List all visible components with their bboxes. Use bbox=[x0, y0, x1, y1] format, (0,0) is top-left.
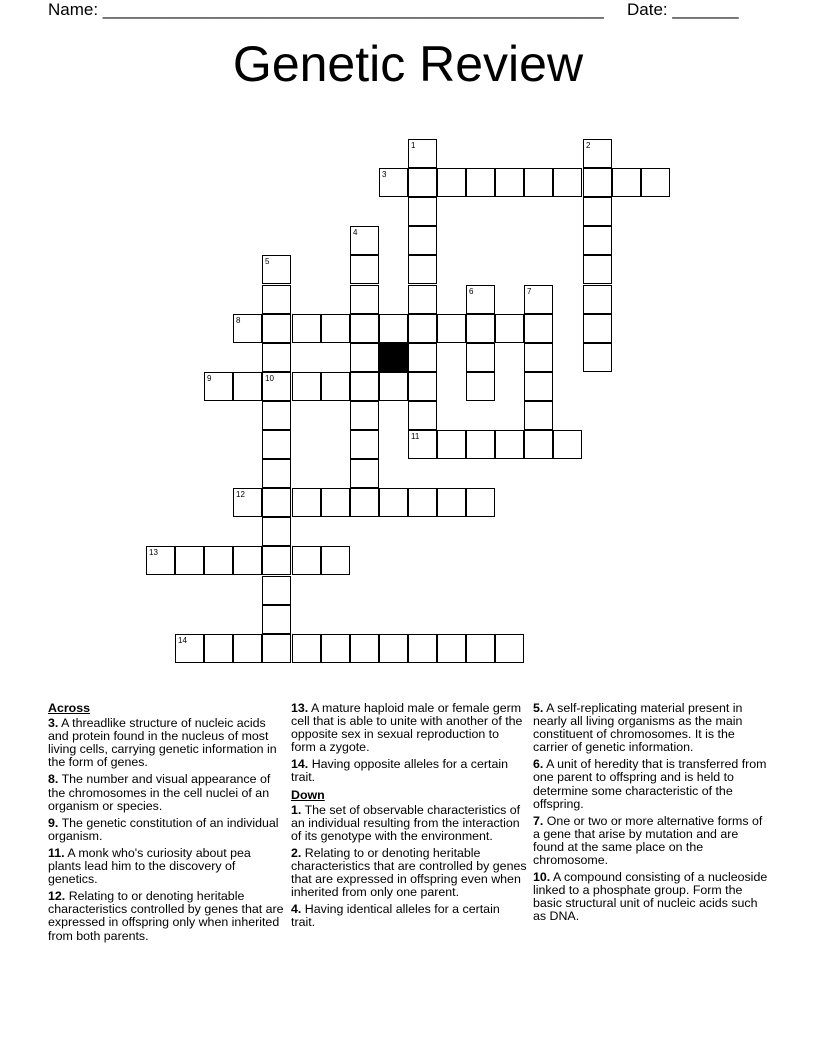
crossword-cell[interactable] bbox=[204, 372, 233, 401]
crossword-cell[interactable] bbox=[408, 255, 437, 284]
across-heading: Across bbox=[48, 701, 91, 715]
crossword-cell[interactable] bbox=[437, 634, 466, 663]
clue-text: A mature haploid male or female germ cell that is able to unite with another of the opposite sex in sexual reproduction to form a zygote. bbox=[291, 701, 523, 755]
crossword-cell[interactable] bbox=[466, 372, 495, 401]
crossword-cell[interactable] bbox=[524, 314, 553, 343]
crossword-cell[interactable] bbox=[292, 488, 321, 517]
crossword-cell[interactable] bbox=[321, 314, 350, 343]
crossword-cell[interactable] bbox=[350, 285, 379, 314]
clue-down-5 bbox=[533, 702, 769, 754]
crossword-cell[interactable] bbox=[321, 546, 350, 575]
down-heading: Down bbox=[291, 787, 325, 802]
crossword-cell[interactable] bbox=[466, 343, 495, 372]
clue-number: 13. bbox=[291, 701, 309, 715]
crossword-cell[interactable] bbox=[292, 372, 321, 401]
crossword-cell[interactable] bbox=[524, 168, 553, 197]
clue-number: 4. bbox=[291, 902, 302, 917]
clue-number: 3. bbox=[48, 716, 59, 731]
clue-text: Having opposite alleles for a certain trait. bbox=[291, 757, 508, 785]
crossword-cell[interactable] bbox=[350, 634, 379, 663]
crossword-cell[interactable] bbox=[408, 197, 437, 226]
crossword-cell[interactable] bbox=[146, 546, 175, 575]
cell-number: 9 bbox=[207, 374, 212, 383]
crossword-cell[interactable] bbox=[437, 168, 466, 197]
crossword-cell[interactable] bbox=[262, 343, 291, 372]
clue-number: 14. bbox=[291, 757, 309, 772]
crossword-cell[interactable] bbox=[583, 168, 612, 197]
crossword-cell[interactable] bbox=[262, 488, 291, 517]
cell-number: 8 bbox=[236, 316, 241, 325]
crossword-cell[interactable] bbox=[437, 488, 466, 517]
clue-text: The set of observable characteristics of an individual resulting from the interaction of its genotype with the environment. bbox=[291, 802, 521, 843]
clue-number: 6. bbox=[533, 757, 544, 772]
clue-text: A compound consisting of a nucleoside linked to a phosphate group. Form the basic structural unit of nucleic acids such as DNA. bbox=[533, 870, 768, 924]
crossword-cell[interactable] bbox=[262, 372, 291, 401]
crossword-cell[interactable] bbox=[466, 168, 495, 197]
crossword-cell[interactable] bbox=[262, 255, 291, 284]
crossword-cell[interactable] bbox=[262, 517, 291, 546]
crossword-cell[interactable] bbox=[204, 546, 233, 575]
crossword-cell[interactable] bbox=[553, 168, 582, 197]
crossword-cell[interactable] bbox=[350, 488, 379, 517]
crossword-cell[interactable] bbox=[379, 168, 408, 197]
crossword-cell[interactable] bbox=[350, 401, 379, 430]
crossword-cell[interactable] bbox=[175, 634, 204, 663]
clue-down-4 bbox=[291, 903, 527, 929]
clue-down-1 bbox=[291, 804, 527, 843]
clue-text: The number and visual appearance of the chromosomes in the cell nuclei of an organism or species. bbox=[48, 772, 271, 813]
crossword-cell[interactable] bbox=[350, 430, 379, 459]
clue-number: 12. bbox=[48, 889, 66, 904]
crossword-cell[interactable] bbox=[524, 285, 553, 314]
crossword-cell[interactable] bbox=[292, 634, 321, 663]
crossword-cell[interactable] bbox=[262, 546, 291, 575]
crossword-cell[interactable] bbox=[262, 605, 291, 634]
crossword-cell[interactable] bbox=[262, 285, 291, 314]
clue-text: A threadlike structure of nucleic acids and protein found in the nucleus of most living cells, carrying genetic information in the form of genes. bbox=[48, 716, 277, 770]
crossword-cell[interactable] bbox=[262, 430, 291, 459]
crossword-cell[interactable] bbox=[466, 488, 495, 517]
crossword-cell[interactable] bbox=[466, 285, 495, 314]
crossword-cell[interactable] bbox=[350, 372, 379, 401]
clue-column-2 bbox=[291, 702, 527, 934]
clue-down-7 bbox=[533, 815, 769, 867]
crossword-cell[interactable] bbox=[204, 634, 233, 663]
crossword-cell[interactable] bbox=[408, 139, 437, 168]
cell-number: 6 bbox=[469, 287, 474, 296]
crossword-cell[interactable] bbox=[262, 314, 291, 343]
crossword-cell[interactable] bbox=[262, 459, 291, 488]
clue-column-3 bbox=[533, 702, 769, 928]
crossword-cell[interactable] bbox=[437, 430, 466, 459]
crossword-cell[interactable] bbox=[466, 314, 495, 343]
crossword-cell[interactable] bbox=[495, 634, 524, 663]
clue-number: 10. bbox=[533, 870, 551, 885]
crossword-cell[interactable] bbox=[437, 314, 466, 343]
crossword-cell[interactable] bbox=[321, 488, 350, 517]
cell-number: 14 bbox=[178, 636, 187, 645]
clue-number: 11. bbox=[48, 845, 65, 860]
clue-across-8 bbox=[48, 773, 284, 812]
crossword-cell[interactable] bbox=[408, 634, 437, 663]
cell-number: 2 bbox=[586, 141, 591, 150]
date-field-label: Date: _______ bbox=[627, 0, 739, 19]
crossword-cell[interactable] bbox=[408, 488, 437, 517]
crossword-cell[interactable] bbox=[262, 634, 291, 663]
cell-number: 7 bbox=[527, 287, 532, 296]
crossword-cell[interactable] bbox=[233, 488, 262, 517]
clue-across-14 bbox=[291, 758, 527, 784]
crossword-cell[interactable] bbox=[583, 285, 612, 314]
clue-across-12 bbox=[48, 890, 284, 942]
crossword-cell[interactable] bbox=[379, 314, 408, 343]
crossword-cell[interactable] bbox=[408, 401, 437, 430]
crossword-cell[interactable] bbox=[583, 197, 612, 226]
crossword-cell[interactable] bbox=[524, 343, 553, 372]
crossword-block bbox=[379, 343, 408, 372]
crossword-cell[interactable] bbox=[233, 634, 262, 663]
crossword-cell[interactable] bbox=[350, 255, 379, 284]
crossword-cell[interactable] bbox=[524, 372, 553, 401]
clue-across-13 bbox=[291, 702, 527, 754]
crossword-cell[interactable] bbox=[641, 168, 670, 197]
crossword-cell[interactable] bbox=[350, 343, 379, 372]
crossword-cell[interactable] bbox=[466, 634, 495, 663]
crossword-cell[interactable] bbox=[408, 314, 437, 343]
crossword-cell[interactable] bbox=[379, 634, 408, 663]
cell-number: 10 bbox=[265, 374, 274, 383]
crossword-cell[interactable] bbox=[408, 285, 437, 314]
crossword-cell[interactable] bbox=[262, 576, 291, 605]
crossword-cell[interactable] bbox=[408, 430, 437, 459]
clue-number: 5. bbox=[533, 701, 544, 715]
crossword-cell[interactable] bbox=[583, 255, 612, 284]
crossword-cell[interactable] bbox=[583, 139, 612, 168]
crossword-cell[interactable] bbox=[495, 314, 524, 343]
cell-number: 1 bbox=[411, 141, 416, 150]
clue-down-6 bbox=[533, 758, 769, 810]
crossword-cell[interactable] bbox=[495, 168, 524, 197]
crossword-cell[interactable] bbox=[553, 430, 582, 459]
crossword-cell[interactable] bbox=[408, 226, 437, 255]
clue-across-9 bbox=[48, 817, 284, 843]
crossword-cell[interactable] bbox=[292, 546, 321, 575]
crossword-cell[interactable] bbox=[379, 488, 408, 517]
crossword-cell[interactable] bbox=[379, 372, 408, 401]
clue-number: 2. bbox=[291, 845, 302, 860]
clue-across-3 bbox=[48, 717, 284, 769]
clue-down-10 bbox=[533, 871, 769, 923]
clue-number: 1. bbox=[291, 802, 302, 817]
name-field-label: Name: _____________________________________________________ bbox=[48, 0, 604, 19]
crossword-cell[interactable] bbox=[466, 430, 495, 459]
crossword-cell[interactable] bbox=[233, 546, 262, 575]
crossword-cell[interactable] bbox=[292, 314, 321, 343]
clue-text: Relating to or denoting heritable characteristics that are controlled by genes that are expressed in offspring even when inherited from only one parent. bbox=[291, 845, 527, 900]
cell-number: 13 bbox=[149, 548, 158, 557]
crossword-cell[interactable] bbox=[350, 459, 379, 488]
cell-number: 12 bbox=[236, 490, 245, 499]
crossword-cell[interactable] bbox=[262, 401, 291, 430]
crossword-cell[interactable] bbox=[408, 168, 437, 197]
clue-number: 8. bbox=[48, 772, 59, 787]
clue-text: A monk who's curiosity about pea plants lead him to the discovery of genetics. bbox=[48, 845, 251, 887]
clue-text: Having identical alleles for a certain trait. bbox=[291, 902, 500, 930]
crossword-cell[interactable] bbox=[583, 343, 612, 372]
crossword-cell[interactable] bbox=[350, 226, 379, 255]
clue-number: 7. bbox=[533, 813, 544, 828]
crossword-cell[interactable] bbox=[583, 314, 612, 343]
crossword-cell[interactable] bbox=[408, 372, 437, 401]
clue-across-11 bbox=[48, 847, 284, 886]
clue-text: A self-replicating material present in nearly all living organisms as the main constituent of chromosomes. It is the carrier of genetic information. bbox=[533, 701, 743, 755]
crossword-cell[interactable] bbox=[524, 430, 553, 459]
clue-text: Relating to or denoting heritable characteristics controlled by genes that are expressed in offspring only when inherited from both parents. bbox=[48, 889, 284, 943]
crossword-cell[interactable] bbox=[612, 168, 641, 197]
clue-text: A unit of heredity that is transferred from one parent to offspring and is held to determine some characteristic of the offspring. bbox=[533, 757, 767, 811]
crossword-cell[interactable] bbox=[233, 314, 262, 343]
clue-text: One or two or more alternative forms of a gene that arise by mutation and are found at the same place on the chromosome. bbox=[533, 813, 763, 868]
crossword-cell[interactable] bbox=[583, 226, 612, 255]
cell-number: 3 bbox=[382, 170, 387, 179]
cell-number: 4 bbox=[353, 228, 358, 237]
crossword-cell[interactable] bbox=[321, 372, 350, 401]
clue-number: 9. bbox=[48, 815, 59, 830]
crossword-cell[interactable] bbox=[495, 430, 524, 459]
crossword-cell[interactable] bbox=[321, 634, 350, 663]
clue-column-1 bbox=[48, 702, 284, 947]
crossword-cell[interactable] bbox=[408, 343, 437, 372]
cell-number: 11 bbox=[411, 432, 420, 441]
crossword-cell[interactable] bbox=[524, 401, 553, 430]
crossword-cell[interactable] bbox=[350, 314, 379, 343]
clue-text: The genetic constitution of an individual organism. bbox=[48, 815, 279, 843]
clue-down-2 bbox=[291, 847, 527, 899]
crossword-cell[interactable] bbox=[233, 372, 262, 401]
crossword-cell[interactable] bbox=[175, 546, 204, 575]
page-title: Genetic Review bbox=[232, 36, 584, 92]
cell-number: 5 bbox=[265, 257, 270, 266]
